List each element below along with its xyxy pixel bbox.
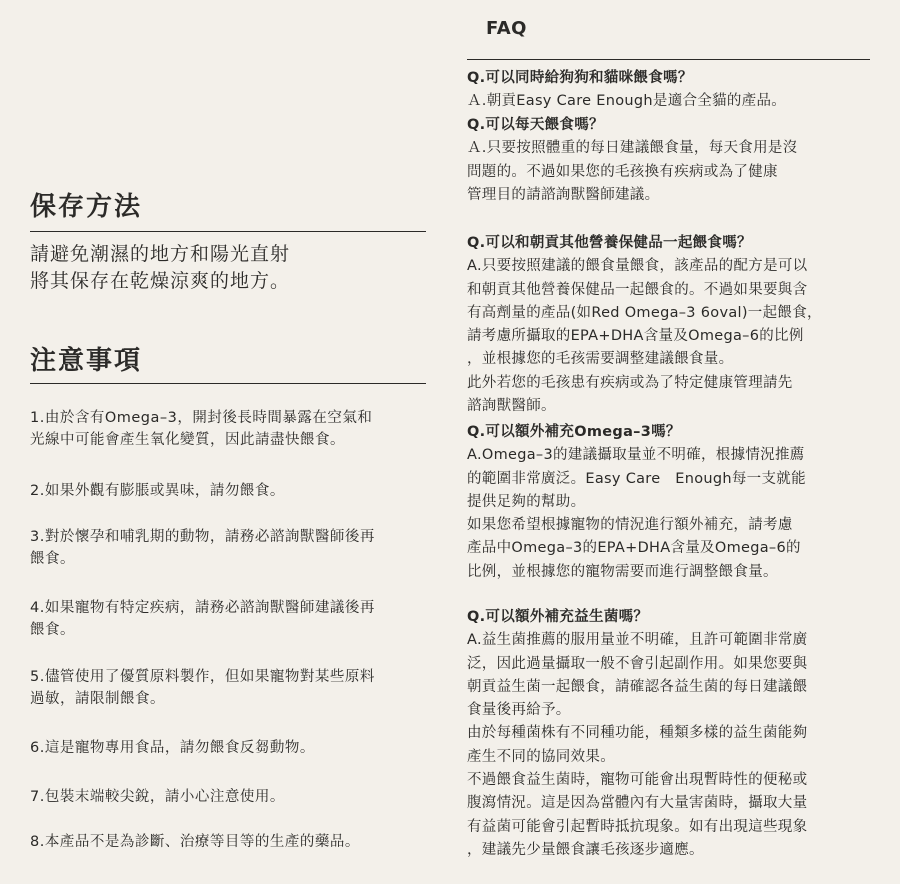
answer-line: 產生不同的協同效果。 <box>467 748 615 765</box>
answer-line: ，並根據您的毛孩需要調整建議餵食量。 <box>467 351 734 368</box>
faq-answer <box>467 90 882 113</box>
answer-line: 如果您希望根據寵物的情況進行額外補充，請考慮 <box>467 517 793 534</box>
faq-answer <box>467 629 882 862</box>
answer-line: A.只要按照建議的餵食量餵食，該產品的配方是可以 <box>467 258 808 275</box>
answer-line: 不過餵食益生菌時，寵物可能會出現暫時性的便秘或 <box>467 772 808 789</box>
faq-title: FAQ <box>486 18 527 39</box>
note-line: 光線中可能會產生氧化變質，因此請盡快餵食。 <box>30 432 345 448</box>
note-line: 4.如果寵物有特定疾病，請務必諮詢獸醫師建議後再 <box>30 600 375 616</box>
answer-line: A.Omega–3的建議攝取量並不明確，根據情況推薦 <box>467 447 805 464</box>
note-item-5 <box>30 666 442 710</box>
answer-line: A.益生菌推薦的服用量並不明確，且許可範圍非常廣 <box>467 632 808 649</box>
answer-line: 由於每種菌株有不同種功能，種類多樣的益生菌能夠 <box>467 725 808 742</box>
note-line: 8.本產品不是為診斷、治療等目等的生產的藥品。 <box>30 834 360 850</box>
answer-line: 有益菌可能會引起暫時抵抗現象。如有出現這些現象 <box>467 818 808 835</box>
answer-line: 食量後再給予。 <box>467 702 571 719</box>
answer-line: 的範圍非常廣泛。Easy Care Enough每一支就能 <box>467 470 806 487</box>
answer-line: 朝貢益生菌一起餵食，請確認各益生菌的每日建議餵 <box>467 678 808 695</box>
note-line: 過敏，請限制餵食。 <box>30 691 165 707</box>
answer-line: 比例，並根據您的寵物需要而進行調整餵食量。 <box>467 563 778 580</box>
storage-title: 保存方法 <box>30 192 143 222</box>
faq-item-3 <box>467 232 882 418</box>
note-item-8 <box>30 831 442 853</box>
note-item-4 <box>30 597 442 641</box>
notes-divider <box>30 383 426 384</box>
faq-item-5 <box>467 606 882 862</box>
faq-answer <box>467 137 882 207</box>
answer-line: 問題的。不過如果您的毛孩換有疾病或為了健康 <box>467 163 778 180</box>
note-item-6 <box>30 737 442 759</box>
faq-item-4 <box>467 421 882 584</box>
faq-item-2 <box>467 114 882 207</box>
faq-question: Q.可以每天餵食嗎？ <box>467 117 604 133</box>
faq-question: Q.可以和朝貢其他營養保健品一起餵食嗎？ <box>467 235 752 251</box>
note-line: 餵食。 <box>30 551 75 567</box>
answer-line: 請考慮所攝取的EPA+DHA含量及Omega–6的比例 <box>467 328 804 345</box>
answer-line: 諮詢獸醫師。 <box>467 398 556 415</box>
answer-line: 此外若您的毛孩患有疾病或為了特定健康管理請先 <box>467 374 793 391</box>
note-item-1 <box>30 407 442 451</box>
note-line: 2.如果外觀有膨脹或異味，請勿餵食。 <box>30 483 285 499</box>
answer-line: 提供足夠的幫助。 <box>467 493 586 510</box>
faq-column <box>467 0 890 884</box>
note-line: 3.對於懷孕和哺乳期的動物，請務必諮詢獸醫師後再 <box>30 529 375 545</box>
faq-question: Q.可以額外補充益生菌嗎？ <box>467 609 649 625</box>
answer-line: Ａ.朝貢Easy Care Enough是適合全貓的產品。 <box>467 93 787 110</box>
faq-answer <box>467 255 882 418</box>
left-column <box>30 0 440 884</box>
note-line: 1.由於含有Omega–3，開封後長時間暴露在空氣和 <box>30 410 373 426</box>
note-item-7 <box>30 786 442 808</box>
faq-question: Q.可以額外補充Omega–3嗎？ <box>467 424 681 440</box>
answer-line: 腹瀉情況。這是因為當體內有大量害菌時，攝取大量 <box>467 795 808 812</box>
note-line: 餵食。 <box>30 622 75 638</box>
faq-answer <box>467 444 882 584</box>
note-line: 7.包裝末端較尖銳，請小心注意使用。 <box>30 789 285 805</box>
faq-divider <box>467 59 870 60</box>
answer-line: 產品中Omega–3的EPA+DHA含量及Omega–6的 <box>467 540 801 557</box>
note-item-3 <box>30 526 442 570</box>
faq-item-1 <box>467 67 882 114</box>
answer-line: 泛，因此過量攝取一般不會引起副作用。如果您要與 <box>467 655 808 672</box>
answer-line: ，建議先少量餵食讓毛孩逐步適應。 <box>467 841 704 858</box>
notes-title: 注意事項 <box>30 346 143 376</box>
answer-line: 管理目的請諮詢獸醫師建議。 <box>467 186 660 203</box>
answer-line: Ａ.只要按照體重的每日建議餵食量，每天食用是沒 <box>467 140 798 157</box>
answer-line: 有高劑量的產品(如Red Omega–3 6oval)一起餵食， <box>467 304 822 321</box>
storage-line: 請避免潮濕的地方和陽光直射 <box>30 243 291 265</box>
note-line: 5.儘管使用了優質原料製作，但如果寵物對某些原料 <box>30 669 375 685</box>
note-line: 6.這是寵物專用食品，請勿餵食反芻動物。 <box>30 740 315 756</box>
storage-text <box>30 241 430 295</box>
faq-question: Q.可以同時給狗狗和貓咪餵食嗎？ <box>467 70 693 86</box>
storage-divider <box>30 231 426 232</box>
answer-line: 和朝貢其他營養保健品一起餵食的。不過如果要與含 <box>467 281 808 298</box>
note-item-2 <box>30 480 442 502</box>
storage-line: 將其保存在乾燥涼爽的地方。 <box>30 270 291 292</box>
